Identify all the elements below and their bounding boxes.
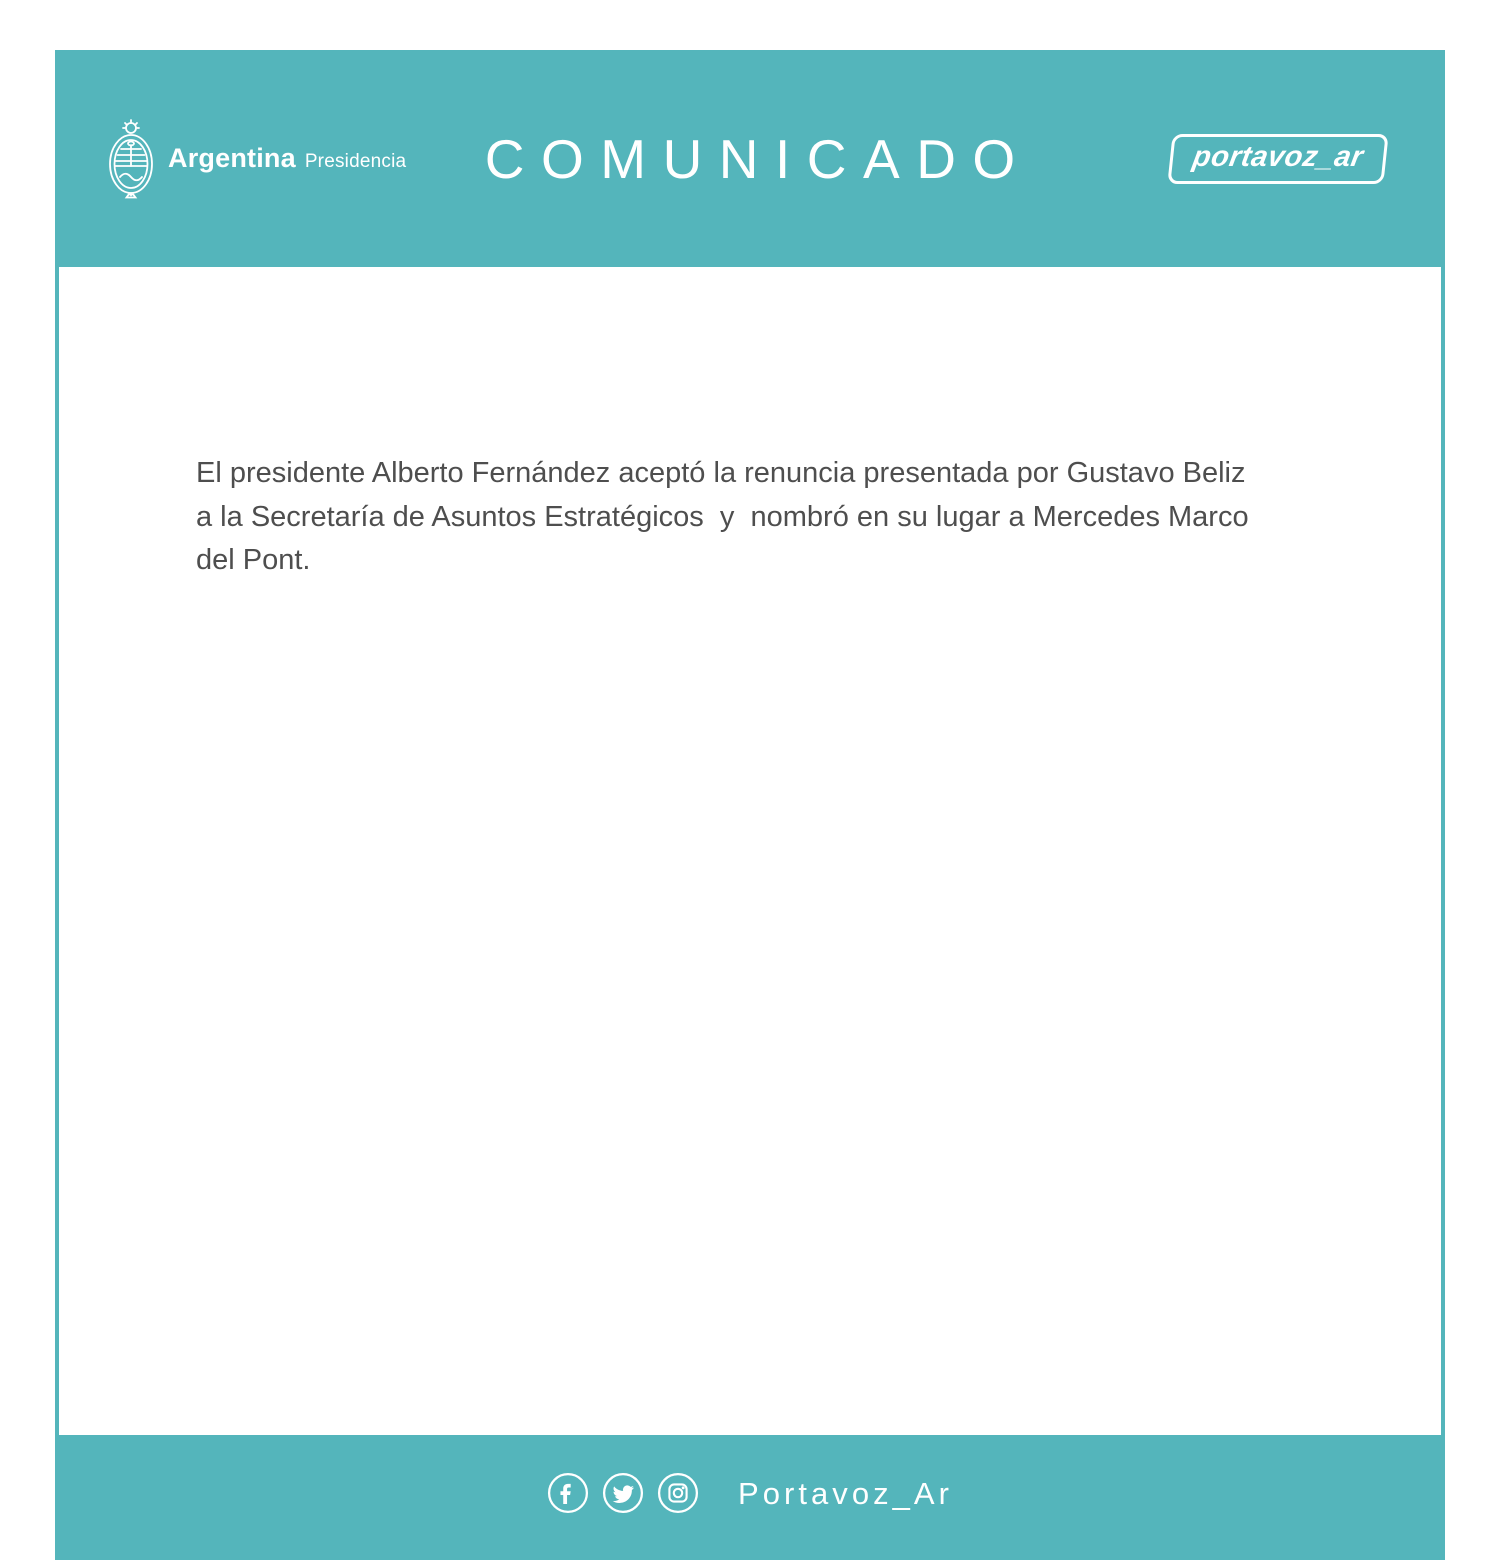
paragraph-line: El presidente Alberto Fernández aceptó la renuncia presentada por Gustavo Beliz: [196, 457, 1246, 489]
announcement-card: [55, 50, 1445, 1560]
argentina-presidencia-logo: [108, 119, 406, 199]
content-area: [55, 267, 1445, 1435]
argentina-coat-of-arms-icon: [108, 119, 154, 199]
paragraph-line: del Pont.: [196, 544, 311, 576]
header-band: [55, 50, 1445, 267]
brand-name: Argentina: [168, 143, 296, 173]
twitter-icon[interactable]: [602, 1472, 644, 1514]
page-title: COMUNICADO: [484, 127, 1032, 190]
portavoz-badge: [1167, 134, 1388, 184]
announcement-paragraph: [196, 452, 1326, 583]
brand-text: [168, 143, 406, 174]
social-links: [547, 1472, 699, 1514]
instagram-icon[interactable]: [657, 1472, 699, 1514]
paragraph-line: a la Secretaría de Asuntos Estratégicos y nombró en su lugar a Mercedes Marco: [196, 500, 1249, 533]
portavoz-handle: Portavoz_Ar: [738, 1476, 953, 1511]
facebook-icon[interactable]: [547, 1472, 589, 1514]
brand-subtitle: Presidencia: [304, 151, 407, 172]
footer-band: [55, 1435, 1445, 1560]
portavoz-badge-label: portavoz_ar: [1190, 140, 1367, 173]
